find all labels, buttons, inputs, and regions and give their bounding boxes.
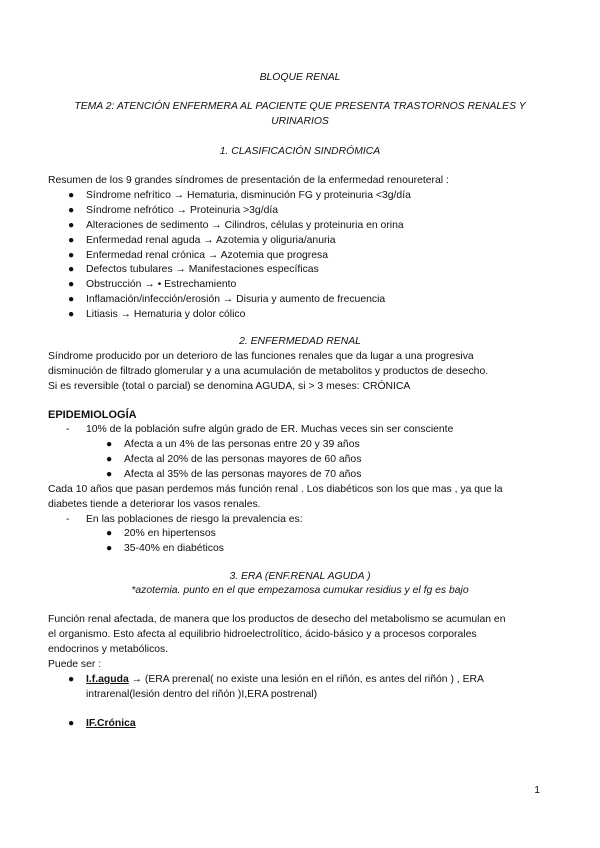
list-item: Enfermedad renal crónica → Azotemia que progresa <box>86 250 329 261</box>
bullet-icon: ● <box>68 220 75 231</box>
section3-heading: 3. ERA (ENF.RENAL AGUDA ) <box>229 571 371 582</box>
era-types-text-line1: → (ERA prerenal( no existe una lesión en el riñón, es antes del riñón ) , ERA <box>128 674 484 685</box>
list-item: 35-40% en diabéticos <box>124 543 224 554</box>
list-item: Afecta al 35% de las personas mayores de 70 años <box>124 469 362 480</box>
list-item: Afecta a un 4% de las personas entre 20 y 39 años <box>124 439 360 450</box>
puede-ser-label: Puede ser : <box>48 659 102 670</box>
section3-para-line1: Función renal afectada, de manera que los productos de desecho del metabolismo se acumulan en <box>48 614 506 625</box>
section3-para-line3: endocrinos y metabólicos. <box>48 644 169 655</box>
dash-icon: - <box>66 514 70 525</box>
section2-para-line1: Síndrome producido por un deterioro de las funciones renales que da lugar a una progresiva <box>48 351 474 362</box>
section2-para-line3: Si es reversible (total o parcial) se denomina AGUDA, si > 3 meses: CRÓNICA <box>48 381 411 392</box>
bullet-icon: ● <box>68 250 75 261</box>
bullet-icon: ● <box>68 264 75 275</box>
epi-para-line1: Cada 10 años que pasan perdemos más función renal . Los diabéticos son los que mas , ya que la <box>48 484 503 495</box>
section2-heading: 2. ENFERMEDAD RENAL <box>239 336 361 347</box>
if-cronica-label: IF.Crónica <box>86 718 136 729</box>
section1-heading: 1. CLASIFICACIÓN SINDRÓMICA <box>219 146 381 157</box>
bullet-icon: ● <box>68 309 75 320</box>
bullet-icon: ● <box>68 294 75 305</box>
list-item: 20% en hipertensos <box>124 528 216 539</box>
bullet-icon: ● <box>68 674 75 685</box>
bullet-icon: ● <box>106 469 113 480</box>
epi-dash-item: 10% de la población sufre algún grado de ER. Muchas veces sin ser consciente <box>86 424 454 435</box>
topic-title-line2: URINARIOS <box>271 116 329 127</box>
list-item: Litiasis → Hematuria y dolor cólico <box>86 309 246 320</box>
block-title: BLOQUE RENAL <box>259 72 341 83</box>
bullet-icon: ● <box>68 718 75 729</box>
list-item: Alteraciones de sedimento → Cilindros, células y proteinuria en orina <box>86 220 404 231</box>
bullet-icon: ● <box>106 543 113 554</box>
bullet-icon: ● <box>68 235 75 246</box>
bullet-icon: ● <box>68 190 75 201</box>
topic-title-line1: TEMA 2: ATENCIÓN ENFERMERA AL PACIENTE QUE PRESENTA TRASTORNOS RENALES Y <box>74 101 526 112</box>
section1-intro: Resumen de los 9 grandes síndromes de presentación de la enfermedad renoureteral : <box>48 175 449 186</box>
dash-icon: - <box>66 424 70 435</box>
bullet-icon: ● <box>106 439 113 450</box>
page-number: 1 <box>534 785 540 796</box>
section2-para-line2: disminución de filtrado glomerular y a una acumulación de metabolitos y productos de desecho. <box>48 366 489 377</box>
list-item: Obstrucción → • Estrechamiento <box>86 279 237 290</box>
bullet-icon: ● <box>68 205 75 216</box>
section3-note: *azotemia. punto en el que empezamosa cumukar residius y el fg es bajo <box>131 585 469 596</box>
era-types-item <box>86 674 484 685</box>
list-item: Enfermedad renal aguda → Azotemia y oliguria/anuria <box>86 235 336 246</box>
list-item: Síndrome nefrítico → Hematuria, disminución FG y proteinuria <3g/día <box>86 190 411 201</box>
list-item: Afecta al 20% de las personas mayores de 60 años <box>124 454 362 465</box>
epidemiology-heading: EPIDEMIOLOGÍA <box>48 409 137 421</box>
section3-para-line2: el organismo. Esto afecta al equilibrio hidroelectrolítico, ácido-básico y a procesos corporales <box>48 629 477 640</box>
epi-dash-item: En las poblaciones de riesgo la prevalencia es: <box>86 514 303 525</box>
era-aguda-label: I.f.aguda <box>86 674 129 685</box>
list-item: Síndrome nefrótico → Proteinuria >3g/día <box>86 205 279 216</box>
bullet-icon: ● <box>106 454 113 465</box>
epi-para-line2: diabetes tiende a deteriorar los vasos renales. <box>48 499 261 510</box>
bullet-icon: ● <box>68 279 75 290</box>
era-types-text-line2: intrarenal(lesión dentro del riñón )I,ERA postrenal) <box>86 689 318 700</box>
list-item: Defectos tubulares → Manifestaciones específicas <box>86 264 319 275</box>
list-item: Inflamación/infección/erosión → Disuria y aumento de frecuencia <box>86 294 386 305</box>
bullet-icon: ● <box>106 528 113 539</box>
